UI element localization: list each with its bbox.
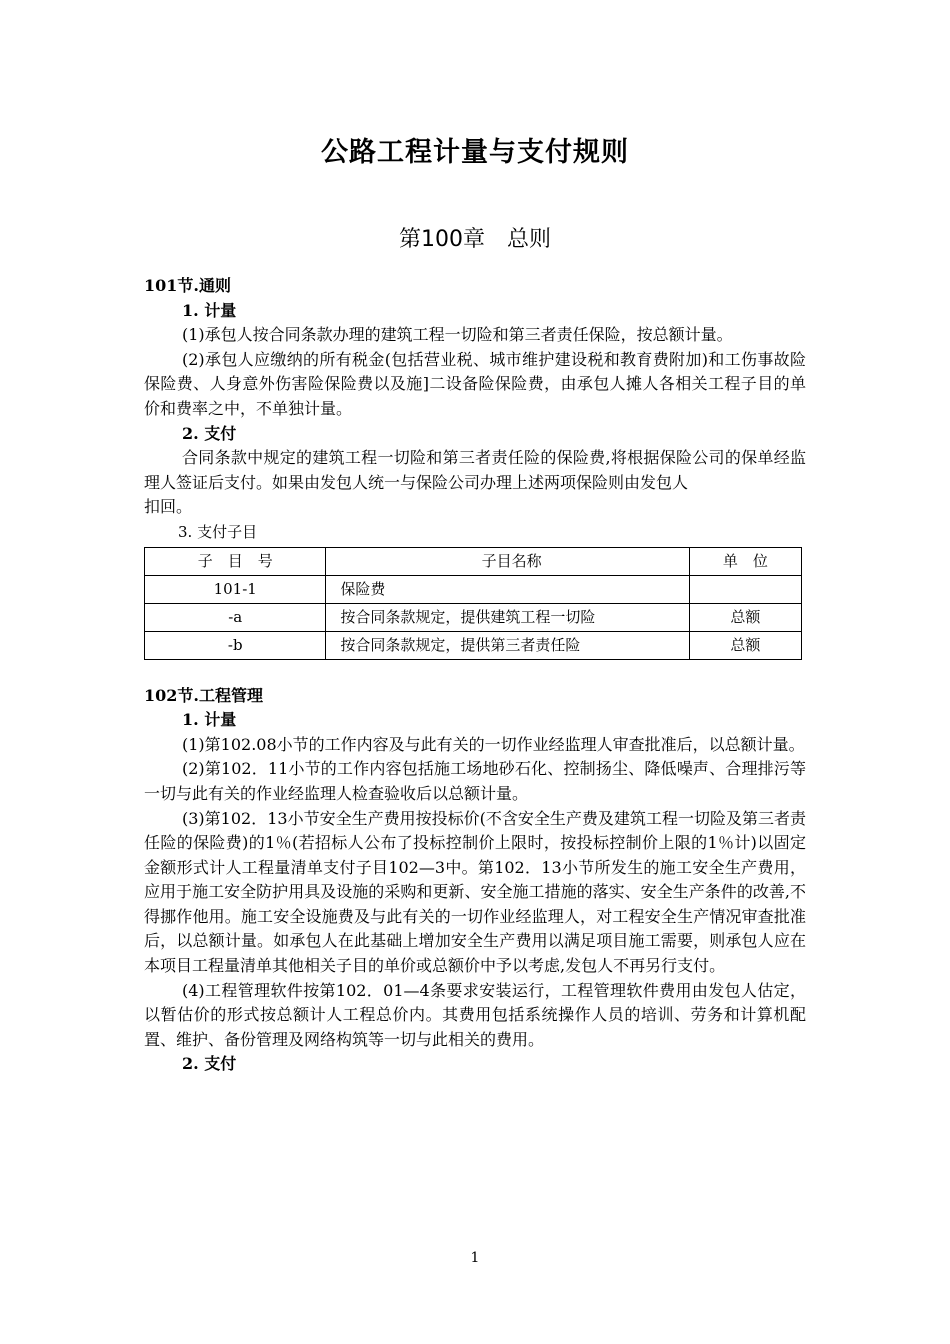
table-cell: 总额 xyxy=(689,631,801,659)
table-row xyxy=(145,603,802,631)
table-cell: -a xyxy=(145,603,326,631)
document-title: 公路工程计量与支付规则 xyxy=(321,137,629,168)
table-cell: 保险费 xyxy=(326,575,689,603)
page-number: 1 xyxy=(470,1250,480,1266)
section-101-measure-p1: (1)承包人按合同条款办理的建筑工程一切险和第三者责任保险，按总额计量。 xyxy=(182,325,733,345)
chapter-name: 总则 xyxy=(506,227,551,252)
chapter-heading xyxy=(0,222,950,253)
table-cell xyxy=(689,575,801,603)
document-body xyxy=(144,274,806,1077)
table-cell: 按合同条款规定，提供第三者责任险 xyxy=(326,631,689,659)
section-101-payment-p1: 合同条款中规定的建筑工程一切险和第三者责任险的保险费,将根据保险公司的保单经监理人签证后支付。如果由发包人统一与保险公司办理上述两项保险则由发包人 xyxy=(144,448,806,492)
table-row xyxy=(145,575,802,603)
section-101-items-title: 3. 支付子目 xyxy=(178,522,258,541)
table-cell: 总额 xyxy=(689,603,801,631)
section-102-payment-title: 2. 支付 xyxy=(182,1054,237,1074)
section-102-p1: (1)第102.08小节的工作内容及与此有关的一切作业经监理人审查批准后，以总额计量。 xyxy=(182,734,805,754)
section-102-heading: 102节.工程管理 xyxy=(144,685,263,705)
section-101-measure-title: 1. 计量 xyxy=(182,300,237,320)
table-row xyxy=(145,631,802,659)
section-102-p2: (2)第102．11小节的工作内容包括施工场地砂石化、控制扬尘、降低噪声、合理排污等一切与此有关的作业经监理人检查验收后以总额计量。 xyxy=(144,759,806,803)
section-101-measure-p2: (2)承包人应缴纳的所有税金(包括营业税、城市维护建设税和教育费附加)和工伤事故险保险费、人身意外伤害险保险费以及施]二设备险保险费，由承包人摊人各相关工程子目的单价和费率之中，不单独计量。 xyxy=(144,349,806,418)
table-cell: 按合同条款规定，提供建筑工程一切险 xyxy=(326,603,689,631)
section-101-payment-title: 2. 支付 xyxy=(182,423,237,443)
section-101-heading: 101节.通则 xyxy=(144,276,231,295)
payment-items-table xyxy=(144,547,802,660)
table-cell: -b xyxy=(145,631,326,659)
table-header-row xyxy=(145,547,802,575)
table-cell: 101-1 xyxy=(145,575,326,603)
table-header-cell: 子目名称 xyxy=(326,547,689,575)
table-header-cell: 单 位 xyxy=(689,547,801,575)
table-header-cell: 子 目 号 xyxy=(145,547,326,575)
section-101-payment-p2: 扣回。 xyxy=(144,497,193,517)
section-102-p3: (3)第102．13小节安全生产费用按投标价(不含安全生产费及建筑工程一切险及第三者责任险的保险费)的1％(若招标人公布了投标控制价上限时，按投标控制价上限的1％计)以固定金额形式计人工程量清单支付子目102—3中。第102．13小节所发生的施工安全生产费用，应用于施工安全防护用具及设施的采购和更新、安全施工措施的落实、安全生产条件的改善,不得挪作他用。施工安全设施费及与此有关的一切作业经监理人，对工程安全生产情况审查批准后，以总额计量。如承包人在此基础上增加安全生产费用以满足项目施工需要，则承包人应在本项目工程量清单其他相关子目的单价或总额价中予以考虑,发包人不再另行支付。 xyxy=(144,808,806,976)
chapter-number: 第100章 xyxy=(398,227,485,252)
section-102-p4: (4)工程管理软件按第102．01—4条要求安装运行，工程管理软件费用由发包人估定，以暂估价的形式按总额计人工程总价内。其费用包括系统操作人员的培训、劳务和计算机配置、维护、备份管理及网络构筑等一切与此相关的费用。 xyxy=(144,980,806,1049)
section-102-measure-title: 1. 计量 xyxy=(182,710,237,730)
